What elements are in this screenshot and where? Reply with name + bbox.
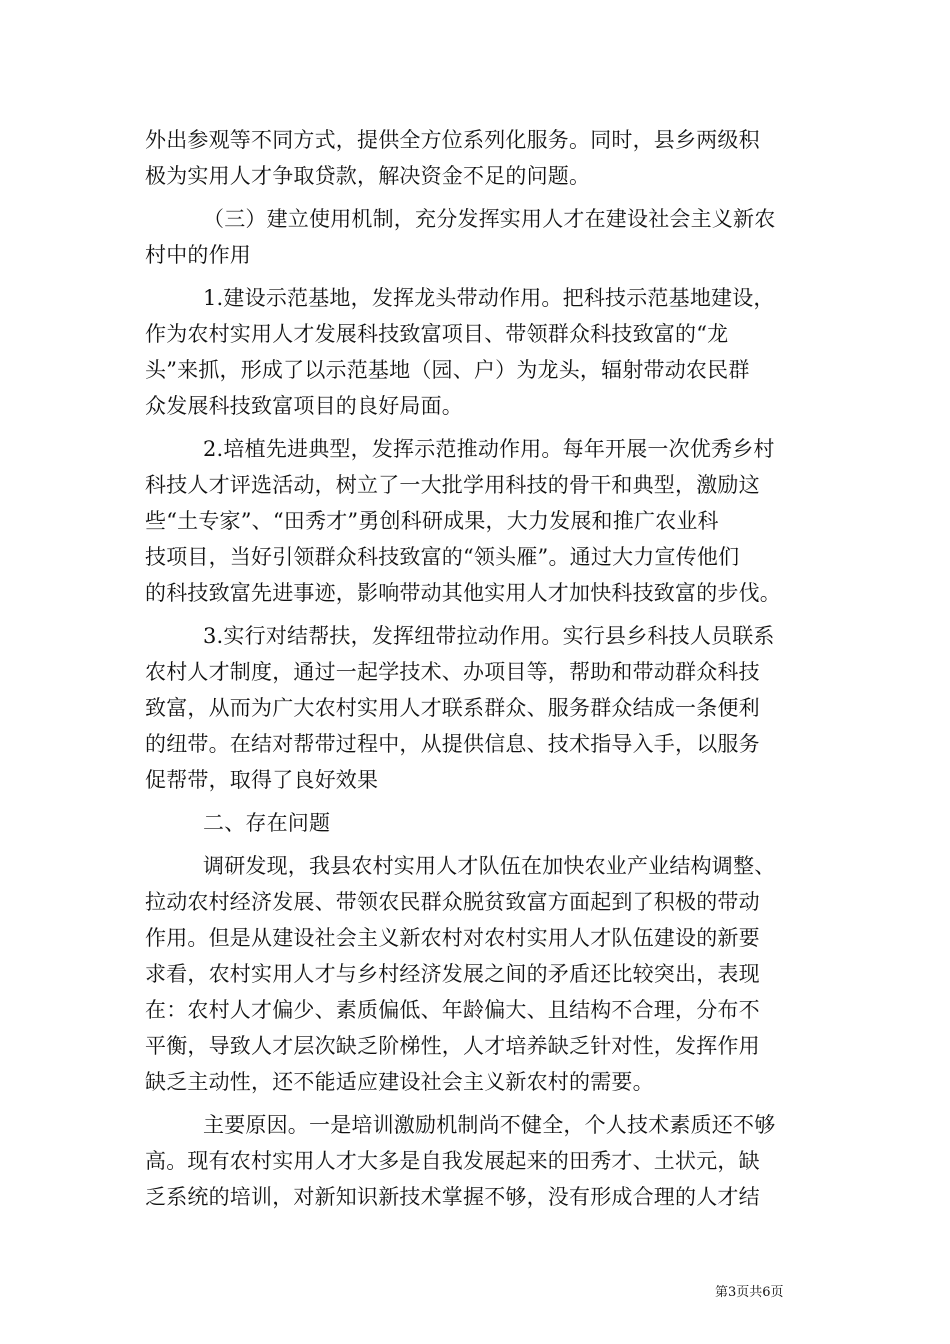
text-line: 作用。但是从建设社会主义新农村对农村实用人才队伍建设的新要 <box>145 926 760 950</box>
text-line: 科技人才评选活动，树立了一大批学用科技的骨干和典型，激励这 <box>145 473 760 497</box>
text-line: 在：农村人才偏少、素质偏低、年龄偏大、且结构不合理，分布不 <box>145 998 760 1022</box>
text-line: 2.培植先进典型，发挥示范推动作用。每年开展一次优秀乡村 <box>203 437 775 461</box>
text-line: 致富，从而为广大农村实用人才联系群众、服务群众结成一条便利 <box>145 696 760 720</box>
text-line: 的科技致富先进事迹，影响带动其他实用人才加快科技致富的步伐。 <box>145 581 781 605</box>
text-line: 求看，农村实用人才与乡村经济发展之间的矛盾还比较突出，表现 <box>145 962 760 986</box>
text-line: 3.实行对结帮扶，发挥纽带拉动作用。实行县乡科技人员联系 <box>203 624 775 648</box>
text-line: 外出参观等不同方式，提供全方位系列化服务。同时，县乡两级积 <box>145 128 760 152</box>
text-line: 促帮带，取得了良好效果 <box>145 768 379 792</box>
section-heading: 二、存在问题 <box>203 811 331 835</box>
page-number: 第3页共6页 <box>715 1285 784 1300</box>
text-line: 极为实用人才争取贷款，解决资金不足的问题。 <box>145 164 591 188</box>
text-line: 作为农村实用人才发展科技致富项目、带领群众科技致富的“龙 <box>145 322 729 346</box>
text-line: 高。现有农村实用人才大多是自我发展起来的田秀才、土状元，缺 <box>145 1149 760 1173</box>
text-line: 缺乏主动性，还不能适应建设社会主义新农村的需要。 <box>145 1070 654 1094</box>
text-line: 乏系统的培训，对新知识新技术掌握不够，没有形成合理的人才结 <box>145 1185 760 1209</box>
text-line: 农村人才制度，通过一起学技术、办项目等，帮助和带动群众科技 <box>145 660 760 684</box>
section-heading: （三）建立使用机制，充分发挥实用人才在建设社会主义新农 <box>203 207 776 231</box>
text-line: 1.建设示范基地，发挥龙头带动作用。把科技示范基地建设， <box>203 286 775 310</box>
text-line: 主要原因。一是培训激励机制尚不健全，个人技术素质还不够 <box>203 1113 776 1137</box>
text-line: 的纽带。在结对帮带过程中，从提供信息、技术指导入手，以服务 <box>145 732 760 756</box>
text-line: 拉动农村经济发展、带领农民群众脱贫致富方面起到了积极的带动 <box>145 890 760 914</box>
text-line: 众发展科技致富项目的良好局面。 <box>145 394 463 418</box>
text-line: 平衡，导致人才层次缺乏阶梯性，人才培养缺乏针对性，发挥作用 <box>145 1034 760 1058</box>
text-line: 头”来抓，形成了以示范基地（园、户）为龙头，辐射带动农民群 <box>145 358 750 382</box>
text-line: 调研发现，我县农村实用人才队伍在加快农业产业结构调整、 <box>203 854 776 878</box>
text-line: 村中的作用 <box>145 243 251 267</box>
text-line: 技项目，当好引领群众科技致富的“领头雁”。通过大力宣传他们 <box>145 545 740 569</box>
text-line: 些“土专家”、“田秀才”勇创科研成果，大力发展和推广农业科 <box>145 509 719 533</box>
